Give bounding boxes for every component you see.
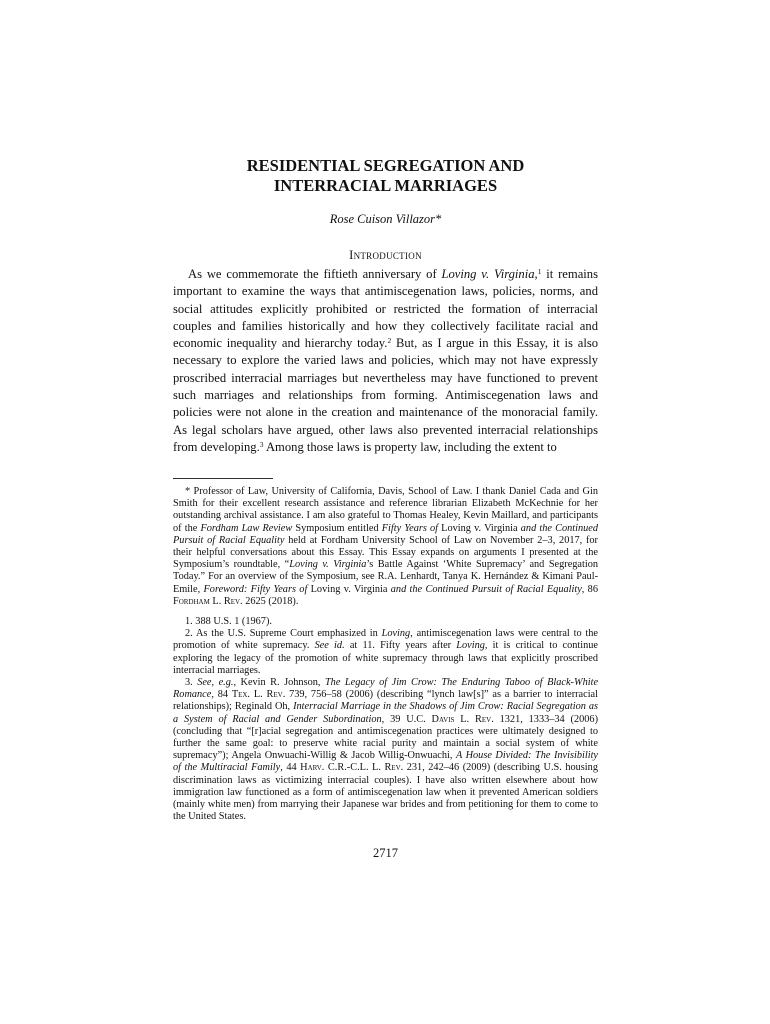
article-title [173, 156, 598, 196]
footnote-text: 739, 756–58 (2006) (describing “lynch law[s]” as a barrier to interracial relationships); Reginald Oh, [173, 689, 598, 713]
footnote-italic: Fordham Law Review [200, 522, 293, 534]
footnote-1: 1. 388 U.S. 1 (1967). [185, 616, 272, 628]
footnote-text: ’s Battle Against ‘White Supremacy’ and Segregation Today.” For an overview of the Symposium, see R.A. Lenhardt, Tanya K. Hernández & Kimani Paul-Emile, [173, 559, 598, 595]
footnote-text: , it is critical to continue exploring the legacy of the promotion of white supremacy through laws that explicitly proscribed interracial marriages. [173, 640, 598, 676]
footnote-text: at 11. Fifty years after [344, 640, 457, 652]
page-number: 2717 [373, 846, 398, 860]
journal-abbrev: Tex. L. Rev. [231, 689, 286, 701]
footnotes [173, 486, 598, 823]
footnote-italic: See id. [314, 640, 345, 652]
footnote-ref-3[interactable]: 3 [259, 439, 264, 449]
section-heading-introduction: Introduction [349, 248, 422, 262]
footnote-italic: Loving [456, 640, 485, 652]
footnote-text: 231, 242–46 (2009) (describing U.S. housing discrimination laws as victimizing interracial couples). I have also written elsewhere about how immigration law functioned as a form of antimiscegenation law when it prevented American soldiers (mainly white men) from marrying their Japanese war brides and from petitioning for them to come to the United States. [173, 762, 598, 823]
footnote-italic: Foreword: Fifty Years of [203, 583, 308, 595]
journal-abbrev: Fordham L. Rev. [173, 595, 243, 607]
journal-abbrev: Davis L. Rev. [431, 713, 494, 725]
footnote-italic: and the Continued Pursuit of Racial Equality [390, 583, 582, 595]
footnote-text: Loving v. Virginia [438, 522, 521, 534]
footnote-italic: Loving [381, 628, 411, 640]
footnote-text: , Kevin R. Johnson, [233, 677, 325, 689]
footnote-text: , antimiscegenation laws were central to the promotion of white supremacy. [173, 628, 598, 652]
body-text: As we commemorate the fiftieth anniversary of [188, 267, 442, 281]
footnote-text: 2. As the U.S. Supreme Court emphasized in [185, 628, 382, 640]
title-line-2: INTERRACIAL MARRIAGES [273, 176, 498, 195]
footnote-author [173, 486, 598, 608]
footnote-text: Loving v. Virginia [307, 583, 391, 595]
footnote-italic: and the Continued Pursuit of Racial Equality [173, 522, 598, 546]
footnote-text: , 44 [280, 762, 301, 774]
footnote-italic: See, e.g. [197, 677, 234, 689]
body-text: But, as I argue in this Essay, it is also necessary to explore the varied laws and policies, which may not have expressly proscribed interracial marriages but nevertheless may have functioned to prevent such marriages and relationships from forming. Antimiscegenation laws and policies were not alone in the creation and maintenance of the monoracial family. As legal scholars have argued, other laws also prevented interracial relationships from developing. [173, 336, 599, 454]
footnote-italic: The Legacy of Jim Crow: The Enduring Taboo of Black-White Romance [173, 677, 599, 701]
footnote-italic: Loving v. Virginia [289, 559, 367, 571]
footnote-text: Symposium entitled [292, 522, 382, 534]
author-byline: Rose Cuison Villazor* [329, 212, 442, 226]
footnote-italic: A House Divided: The Invisibility of the Multiracial Family [173, 750, 598, 774]
footnote-2 [173, 628, 598, 677]
body-text: it remains important to examine the ways that antimiscegenation laws, policies, norms, and social attitudes explicitly prohibited or restricted the formation of interracial couples and families historically and how they collectively facilitate racial and economic inequality and hierarchy today. [173, 267, 598, 351]
footnote-3 [173, 677, 598, 823]
footnote-text: , 86 [581, 583, 598, 595]
footnote-divider [173, 478, 273, 479]
footnote-text: 2625 (2018). [242, 595, 299, 607]
footnote-text: * Professor of Law, University of California, Davis, School of Law. I thank Daniel Cada and Gin Smith for their excellent research assistance and reference librarian Elizabeth McKechnie for her outstanding archival assistance. I am also grateful to Thomas Healey, Kevin Maillard, and participants of the [173, 486, 598, 534]
footnote-ref-2[interactable]: 2 [387, 336, 392, 346]
case-name: Loving v. Virginia [441, 267, 535, 281]
body-text: Among those laws is property law, including the extent to [263, 439, 557, 454]
footnote-text: 1321, 1333–34 (2006) (concluding that “[r]acial segregation and antimiscegenation practices were ultimately designed to further the same goal: to preserve white racial purity and maintain a social system of white supremacy”); Angela Onwuachi-Willig & Jacob Willig-Onwuachi, [173, 713, 598, 762]
journal-abbrev: Harv. C.R.-C.L. L. Rev. [300, 762, 404, 774]
title-line-1: RESIDENTIAL SEGREGATION AND [246, 156, 525, 175]
footnote-text: 3. [185, 677, 198, 689]
body-text: , [534, 267, 538, 281]
footnote-text: , 39 U.C. [381, 713, 432, 725]
footnote-text: held at Fordham University School of Law on November 2–3, 2017, for their helpful conversations about this Essay. This Essay expands on arguments I presented at the Symposium’s roundtable, “ [173, 534, 598, 571]
footnote-italic: Fifty Years of [381, 522, 439, 534]
footnote-text: , 84 [211, 689, 232, 701]
footnote-ref-1[interactable]: 1 [537, 267, 542, 276]
footnote-italic: Interracial Marriage in the Shadows of Jim Crow: Racial Segregation as a System of Racial and Gender Subordination [173, 701, 598, 725]
body-paragraph [173, 266, 598, 456]
